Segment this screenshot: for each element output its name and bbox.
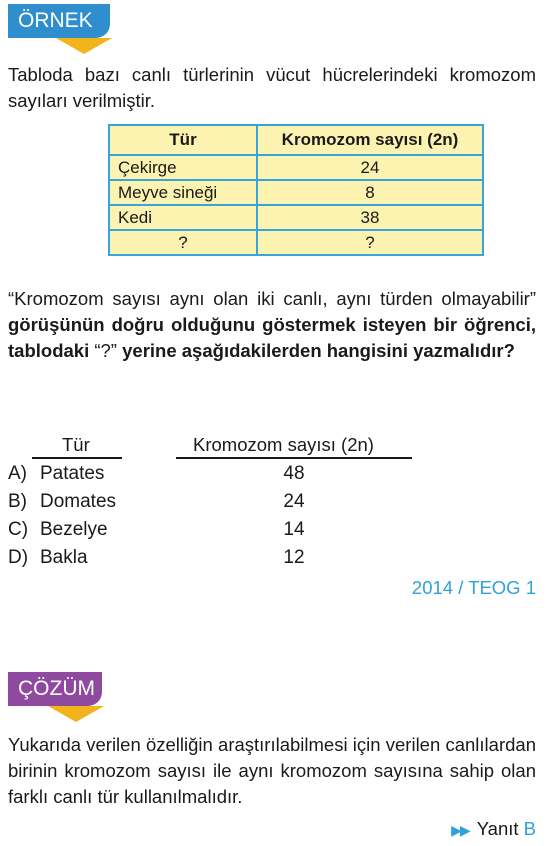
- option-species: Bezelye: [40, 519, 108, 540]
- answer-line: [451, 818, 536, 840]
- table-cell-species: Kedi: [109, 205, 257, 230]
- option-count: 14: [283, 519, 305, 540]
- cozum-label: ÇÖZÜM: [8, 672, 102, 706]
- option-count: 48: [283, 463, 305, 484]
- options-header-underline: [32, 457, 122, 459]
- question-text: [8, 286, 536, 364]
- options-header-count: Kromozom sayısı (2n): [193, 434, 374, 455]
- table-row: [109, 155, 483, 180]
- ornek-badge: [8, 4, 118, 44]
- table-cell-count: ?: [257, 230, 483, 255]
- option-a[interactable]: [8, 460, 408, 488]
- option-species: Bakla: [40, 547, 88, 568]
- table-row: [109, 230, 483, 255]
- option-d[interactable]: [8, 544, 408, 572]
- table-cell-count: 24: [257, 155, 483, 180]
- double-arrow-icon: ▶▶: [451, 822, 469, 838]
- option-species: Domates: [40, 491, 117, 512]
- options-header-species: Tür: [62, 434, 90, 455]
- question-quote: “Kromozom sayısı aynı olan iki canlı, aynı türden olmayabilir”: [8, 288, 536, 309]
- solution-text: Yukarıda verilen özelliğin araştırılabilmesi için verilen canlılardan birinin kromozom sayısı ile aynı kromozom sayısına sahip olan farklı canlı tür kullanılmalıdır.: [8, 734, 536, 807]
- question-bold: görüşünün doğru olduğunu göstermek isteyen bir öğrenci, tablodaki: [8, 314, 536, 361]
- table-header-row: [109, 125, 483, 155]
- intro-text: Tabloda bazı canlı türlerinin vücut hücrelerindeki kromozom sayıları verilmiştir.: [8, 64, 536, 111]
- table-cell-species: Çekirge: [109, 155, 257, 180]
- chromosome-table: [108, 124, 484, 256]
- table-row: [109, 205, 483, 230]
- table-cell-count: 38: [257, 205, 483, 230]
- question-bold-end: yerine aşağıdakilerden hangisini yazmalıdır?: [122, 340, 515, 361]
- option-count: 24: [283, 491, 305, 512]
- option-species: Patates: [40, 463, 105, 484]
- table-row: [109, 180, 483, 205]
- option-b[interactable]: [8, 488, 408, 516]
- option-letter: A): [8, 463, 27, 484]
- table-cell-species: Meyve sineği: [109, 180, 257, 205]
- answer-letter: B: [523, 818, 536, 839]
- table-cell-count: 8: [257, 180, 483, 205]
- option-letter: C): [8, 519, 29, 540]
- table-header: Kromozom sayısı (2n): [257, 125, 483, 155]
- cozum-badge-arrow: [48, 706, 104, 722]
- option-c[interactable]: [8, 516, 408, 544]
- table-cell-species: ?: [109, 230, 257, 255]
- answer-label: Yanıt: [476, 818, 519, 839]
- ornek-label: ÖRNEK: [8, 4, 110, 38]
- table-header: Tür: [109, 125, 257, 155]
- source-label: 2014 / TEOG 1: [411, 577, 536, 598]
- option-letter: B): [8, 491, 27, 512]
- ornek-badge-arrow: [56, 38, 112, 54]
- cozum-badge: [8, 672, 118, 712]
- options-header-underline: [176, 457, 412, 459]
- question-mark: “?”: [94, 340, 117, 361]
- option-count: 12: [283, 547, 305, 568]
- option-letter: D): [8, 547, 29, 568]
